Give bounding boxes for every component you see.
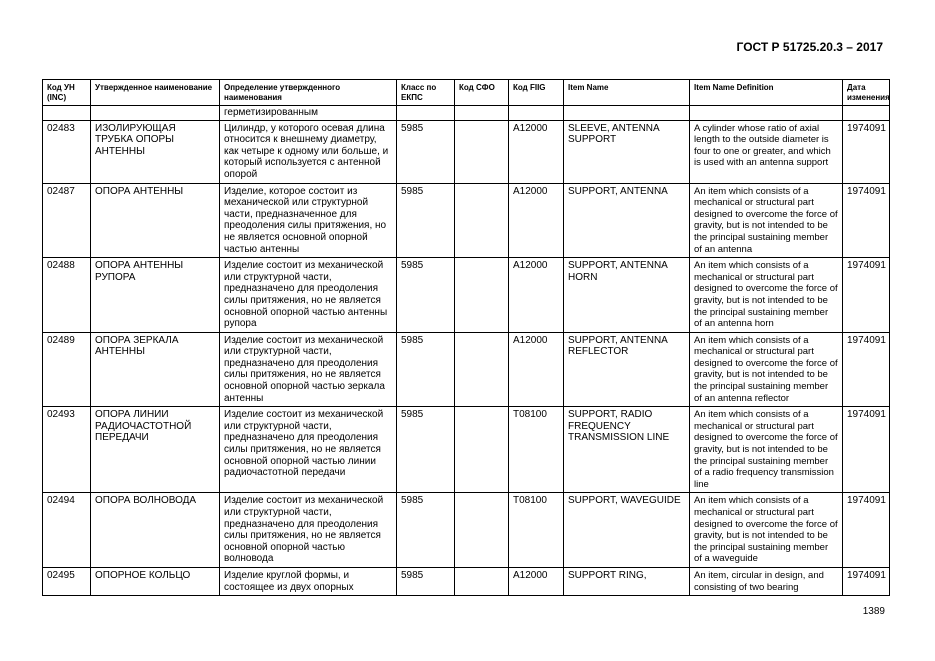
sfo-cell [455, 493, 509, 568]
table-row [43, 332, 890, 407]
table-row [43, 493, 890, 568]
class-cell: 5985 [397, 183, 455, 258]
inc-cell: 02483 [43, 120, 91, 183]
item-name-cell: SUPPORT RING, [564, 567, 690, 595]
date-cell: 1974091 [843, 120, 890, 183]
class-cell: 5985 [397, 567, 455, 595]
item-definition-cell: An item which consists of a mechanical or structural part designed to overcome the force of gravity, but is not intended to be the principal sustaining member of an antenna horn [690, 258, 843, 333]
sfo-cell [455, 567, 509, 595]
fiig-cell: A12000 [509, 332, 564, 407]
name-cell: ОПОРА АНТЕННЫ РУПОРА [91, 258, 220, 333]
item-name-cell: SUPPORT, ANTENNA [564, 183, 690, 258]
definition-cell: Изделие состоит из механической или структурной части, предназначено для преодоления силы притяжения, но не является основной опорной частью линии радиочастотной передачи [220, 407, 397, 493]
table-row [43, 120, 890, 183]
fiig-cell: A12000 [509, 258, 564, 333]
col-header-fiig: Код FIIG [509, 80, 564, 106]
class-cell: 5985 [397, 493, 455, 568]
sfo-cell [455, 183, 509, 258]
item-definition-cell: An item which consists of a mechanical or structural part designed to overcome the force of gravity, but is not intended to be the principal sustaining member of an antenna [690, 183, 843, 258]
name-cell: ОПОРА ЗЕРКАЛА АНТЕННЫ [91, 332, 220, 407]
sfo-cell [455, 332, 509, 407]
inc-cell: 02488 [43, 258, 91, 333]
inc-cell: 02487 [43, 183, 91, 258]
inc-cell: 02493 [43, 407, 91, 493]
item-name-cell: SUPPORT, WAVEGUIDE [564, 493, 690, 568]
col-header-item-definition: Item Name Definition [690, 80, 843, 106]
class-cell: 5985 [397, 258, 455, 333]
col-header-class: Класс по ЕКПС [397, 80, 455, 106]
date-cell: 1974091 [843, 183, 890, 258]
header-row [43, 80, 890, 106]
definition-cell: Изделие состоит из механической или структурной части, предназначено для преодоления силы притяжения, но не является основной опорной частью волновода [220, 493, 397, 568]
name-cell: ОПОРНОЕ КОЛЬЦО [91, 567, 220, 595]
inc-cell: 02495 [43, 567, 91, 595]
definition-cell: Цилиндр, у которого осевая длина относится к внешнему диаметру, как четыре к одному или больше, и который используется с антенной опорой [220, 120, 397, 183]
standard-header: ГОСТ Р 51725.20.3 – 2017 [736, 40, 883, 54]
item-definition-cell: An item which consists of a mechanical or structural part designed to overcome the force of gravity, but is not intended to be the principal sustaining member of an antenna reflector [690, 332, 843, 407]
item-name-cell: SUPPORT, RADIO FREQUENCY TRANSMISSION LINE [564, 407, 690, 493]
name-cell: ОПОРА АНТЕННЫ [91, 183, 220, 258]
sfo-cell [455, 258, 509, 333]
item-definition-cell: An item which consists of a mechanical or structural part designed to overcome the force of gravity, but is not intended to be the principal sustaining member of a waveguide [690, 493, 843, 568]
fiig-cell: A12000 [509, 183, 564, 258]
name-cell: ИЗОЛИРУЮЩАЯ ТРУБКА ОПОРЫ АНТЕННЫ [91, 120, 220, 183]
table-row [43, 258, 890, 333]
sfo-cell [455, 407, 509, 493]
item-definition-cell: An item, circular in design, and consisting of two bearing [690, 567, 843, 595]
definition-cell: Изделие состоит из механической или структурной части, предназначено для преодоления силы притяжения, но не является основной опорной частью антенны рупора [220, 258, 397, 333]
col-header-sfo: Код СФО [455, 80, 509, 106]
definition-cell: Изделие состоит из механической или структурной части, предназначено для преодоления силы притяжения, но не является основной опорной частью зеркала антенны [220, 332, 397, 407]
inc-cell: 02489 [43, 332, 91, 407]
item-name-cell: SUPPORT, ANTENNA REFLECTOR [564, 332, 690, 407]
date-cell: 1974091 [843, 332, 890, 407]
page-number: 1389 [862, 606, 885, 617]
fiig-cell: A12000 [509, 120, 564, 183]
catalog-table [42, 79, 890, 596]
date-cell: 1974091 [843, 407, 890, 493]
date-cell: 1974091 [843, 493, 890, 568]
class-cell: 5985 [397, 407, 455, 493]
table-row [43, 183, 890, 258]
name-cell: ОПОРА ЛИНИИ РАДИОЧАСТОТНОЙ ПЕРЕДАЧИ [91, 407, 220, 493]
item-name-cell: SLEEVE, ANTENNA SUPPORT [564, 120, 690, 183]
definition-cell: Изделие круглой формы, и состоящее из двух опорных [220, 567, 397, 595]
item-definition-cell: An item which consists of a mechanical or structural part designed to overcome the force of gravity, but is not intended to be the principal sustaining member of a radio frequency transmission line [690, 407, 843, 493]
fiig-cell: A12000 [509, 567, 564, 595]
col-header-inc: Код УН (INC) [43, 80, 91, 106]
inc-cell: 02494 [43, 493, 91, 568]
sfo-cell [455, 120, 509, 183]
col-header-name: Утвержденное наименование [91, 80, 220, 106]
table-row [43, 407, 890, 493]
col-header-item-name: Item Name [564, 80, 690, 106]
col-header-definition: Определение утвержденного наименования [220, 80, 397, 106]
definition-cell: Изделие, которое состоит из механической или структурной части, предназначенное для преодоления силы притяжения, но не является основной опорной частью антенны [220, 183, 397, 258]
name-cell: ОПОРА ВОЛНОВОДА [91, 493, 220, 568]
table-row [43, 567, 890, 595]
class-cell: 5985 [397, 120, 455, 183]
continuation-row [43, 106, 890, 121]
item-definition-cell: A cylinder whose ratio of axial length to the outside diameter is four to one or greater, and which is used with an antenna support [690, 120, 843, 183]
continuation-text: герметизированным [220, 106, 397, 121]
fiig-cell: T08100 [509, 493, 564, 568]
class-cell: 5985 [397, 332, 455, 407]
fiig-cell: T08100 [509, 407, 564, 493]
item-name-cell: SUPPORT, ANTENNA HORN [564, 258, 690, 333]
col-header-date: Дата изменения [843, 80, 890, 106]
date-cell: 1974091 [843, 567, 890, 595]
date-cell: 1974091 [843, 258, 890, 333]
